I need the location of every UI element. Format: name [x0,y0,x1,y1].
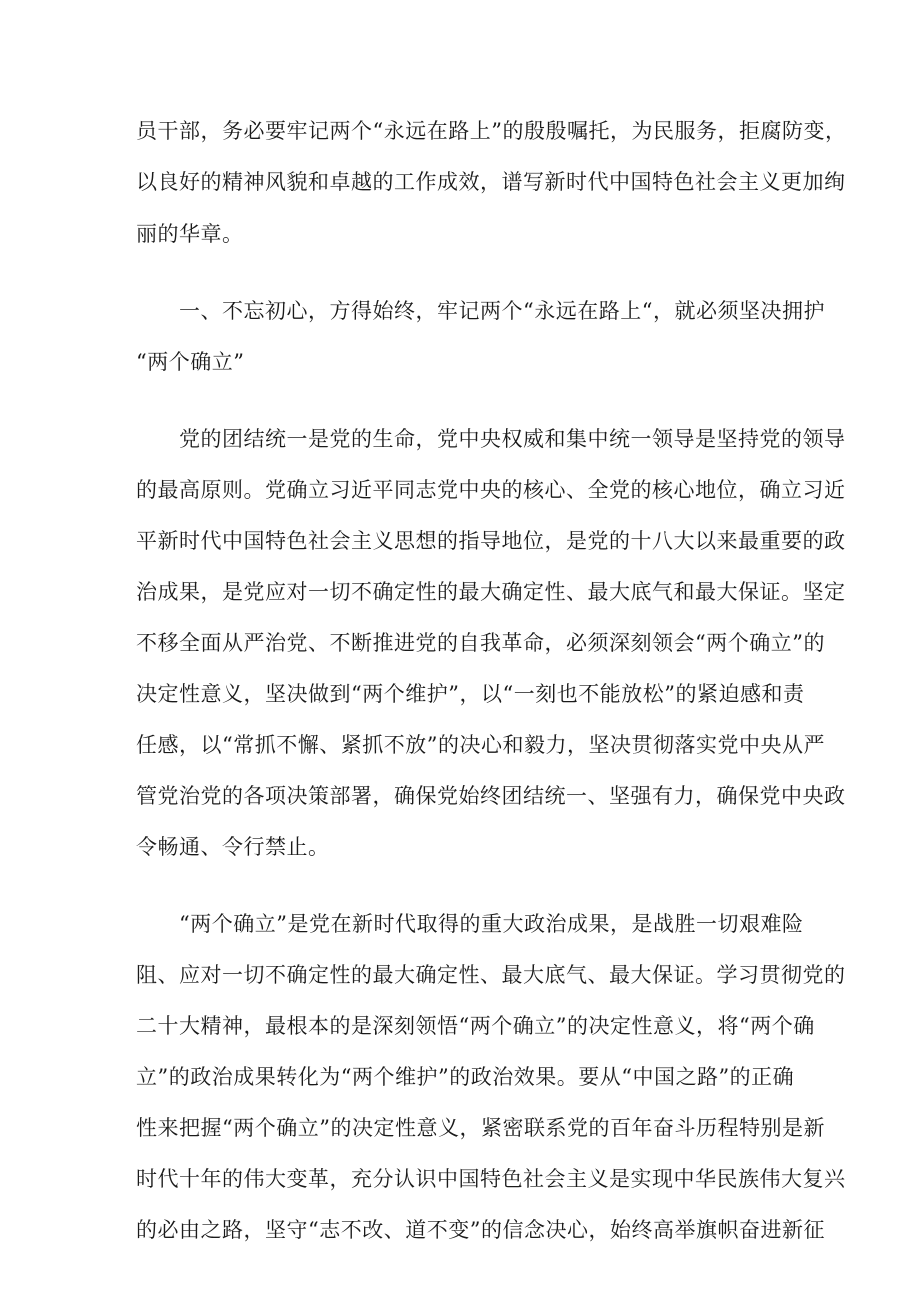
paragraph-4-line-7: 的必由之路，坚守“志不改、道不变”的信念决心，始终高举旗帜奋进新征 [136,1218,825,1242]
paragraph-3-line-3: 平新时代中国特色社会主义思想的指导地位，是党的十八大以来最重要的政 [136,529,846,553]
paragraph-3-line-6: 决定性意义，坚决做到“两个维护”，以“一刻也不能放松”的紧迫感和责 [136,682,805,706]
paragraph-1-line-2: 以良好的精神风貌和卓越的工作成效，谱写新时代中国特色社会主义更加绚 [136,170,846,194]
paragraph-3-line-9: 令畅通、令行禁止。 [136,835,330,859]
paragraph-3-line-1: 党的团结统一是党的生命，党中央权威和集中统一领导是坚持党的领导 [136,427,846,451]
paragraph-4-line-1: “两个确立”是党在新时代取得的重大政治成果，是战胜一切艰难险 [136,912,804,936]
paragraph-3-line-5: 不移全面从严治党、不断推进党的自我革命，必须深刻领会“两个确立”的 [136,631,825,655]
paragraph-3-line-4: 治成果，是党应对一切不确定性的最大确定性、最大底气和最大保证。坚定 [136,580,846,604]
paragraph-4-line-3: 二十大精神，最根本的是深刻领悟“两个确立”的决定性意义，将“两个确 [136,1014,815,1038]
paragraph-4-line-6: 时代十年的伟大变革，充分认识中国特色社会主义是实现中华民族伟大复兴 [136,1167,846,1191]
paragraph-3-line-8: 管党治党的各项决策部署，确保党始终团结统一、坚强有力，确保党中央政 [136,784,846,808]
paragraph-3-line-2: 的最高原则。党确立习近平同志党中央的核心、全党的核心地位，确立习近 [136,478,846,502]
paragraph-4-line-5: 性来把握“两个确立”的决定性意义，紧密联系党的百年奋斗历程特别是新 [136,1116,825,1140]
paragraph-4-line-2: 阻、应对一切不确定性的最大确定性、最大底气、最大保证。学习贯彻党的 [136,963,846,987]
paragraph-1-line-3: 丽的华章。 [136,222,244,246]
paragraph-1-line-1: 员干部，务必要牢记两个“永远在路上”的殷殷嘱托，为民服务，拒腐防变， [136,119,847,143]
section-heading-line-1: 一、不忘初心，方得始终，牢记两个“永远在路上“，就必须坚决拥护 [136,299,825,323]
paragraph-3-line-7: 任感，以“常抓不懈、紧抓不放”的决心和毅力，坚决贯彻落实党中央从严 [136,733,825,757]
paragraph-4-line-4: 立”的政治成果转化为“两个维护”的政治效果。要从“中国之路”的正确 [136,1065,795,1089]
section-heading-line-2: “两个确立” [136,350,245,374]
